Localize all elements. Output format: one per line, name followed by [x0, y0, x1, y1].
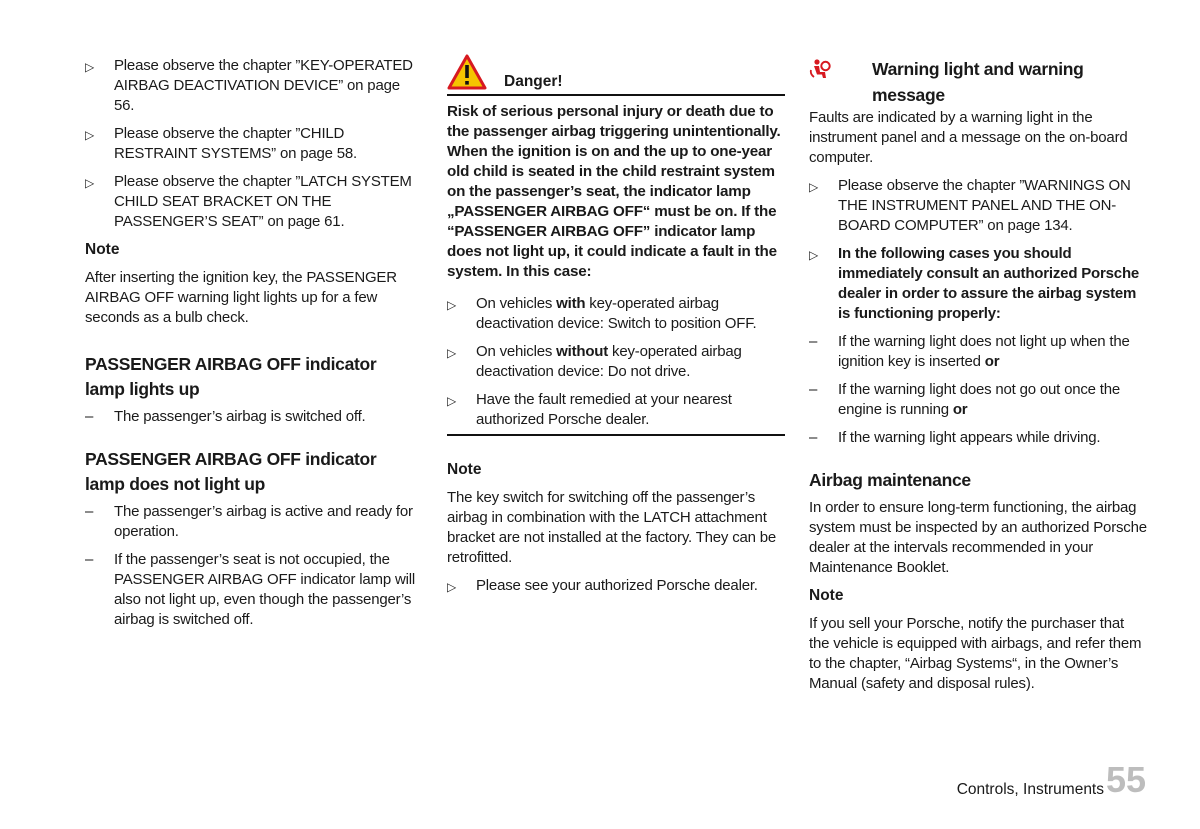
- list-item: ▷ On vehicles without key-operated airbag deactivation device: Do not drive.: [447, 343, 742, 380]
- warning-light-title: Warning light and warning message: [872, 59, 1084, 105]
- warning-light-header: [809, 56, 1147, 108]
- heading-airbag-maintenance: Airbag maintenance: [809, 470, 971, 490]
- triangle-bullet-icon: ▷: [447, 394, 457, 408]
- list-item: ▷ Please observe the chapter ”KEY-OPERATED AIRBAG DEACTIVATION DEVICE” on page 56.: [85, 57, 413, 114]
- dash-bullet: –: [85, 408, 94, 425]
- triangle-bullet-icon: ▷: [447, 580, 457, 594]
- list-item: – The passenger’s airbag is switched off.: [85, 408, 366, 425]
- note-text: The key switch for switching off the passenger’s airbag in combination with the LATCH attachment bracket are not installed at the factory. They can be retrofitted.: [447, 489, 777, 566]
- list-item: ▷ Please observe the chapter ”WARNINGS ON THE INSTRUMENT PANEL AND THE ON-BOARD COMPUTER” on page 134.: [809, 177, 1131, 234]
- warning-text: Faults are indicated by a warning light in the instrument panel and a message on the on-board computer.: [809, 109, 1128, 166]
- heading-lights-up: PASSENGER AIRBAG OFF indicator lamp lights up: [85, 354, 377, 399]
- danger-header: [447, 56, 785, 96]
- list-item: ▷ In the following cases you should immediately consult an authorized Porsche dealer in order to assure the airbag system is functioning properly:: [809, 245, 1140, 322]
- page-number: 55: [1106, 759, 1147, 800]
- dash-bullet: –: [809, 333, 818, 350]
- note-label: Note: [85, 241, 120, 258]
- list-item: ▷ Please see your authorized Porsche dealer.: [447, 576, 785, 596]
- warning-triangle-icon: [447, 54, 487, 90]
- triangle-bullet-icon: ▷: [85, 176, 95, 190]
- note-text: If you sell your Porsche, notify the purchaser that the vehicle is equipped with airbags, and refer them to the chapter, “Airbag Systems“, in the Owner’s Manual (safety and disposal rules).: [809, 615, 1142, 692]
- middle-column: [447, 56, 785, 604]
- heading-not-light-up: PASSENGER AIRBAG OFF indicator lamp does not light up: [85, 449, 377, 494]
- danger-label: Danger!: [504, 73, 563, 90]
- triangle-bullet-icon: ▷: [809, 248, 819, 262]
- dash-bullet: –: [809, 429, 818, 446]
- triangle-bullet-icon: ▷: [85, 60, 95, 74]
- list-item: ▷ On vehicles with key-operated airbag deactivation device: Switch to position OFF.: [447, 295, 757, 332]
- triangle-bullet-icon: ▷: [85, 128, 95, 142]
- note-text: After inserting the ignition key, the PASSENGER AIRBAG OFF warning light lights up for a few seconds as a bulb check.: [85, 269, 397, 326]
- list-item: – If the passenger’s seat is not occupied, the PASSENGER AIRBAG OFF indicator lamp will also not light up, even though the passenger’s airbag is switched off.: [85, 551, 415, 628]
- left-column: [85, 56, 420, 638]
- triangle-bullet-icon: ▷: [447, 298, 457, 312]
- note-label: Note: [809, 587, 844, 604]
- footer-section: Controls, Instruments: [956, 781, 1104, 798]
- list-item: ▷ Have the fault remedied at your nearest authorized Porsche dealer.: [447, 391, 732, 428]
- list-item: ▷ Please observe the chapter ”CHILD RESTRAINT SYSTEMS” on page 58.: [85, 125, 357, 162]
- triangle-bullet-icon: ▷: [809, 180, 819, 194]
- triangle-bullet-icon: ▷: [447, 346, 457, 360]
- list-item: – If the warning light appears while driving.: [809, 429, 1101, 446]
- right-column: [809, 56, 1147, 694]
- list-item: – If the warning light does not go out once the engine is running or: [809, 381, 1121, 418]
- dash-bullet: –: [85, 503, 94, 520]
- maintenance-text: In order to ensure long-term functioning, the airbag system must be inspected by an authorized Porsche dealer at the intervals recommended in your Maintenance Booklet.: [809, 499, 1147, 576]
- list-item: ▷ Please observe the chapter ”LATCH SYSTEM CHILD SEAT BRACKET ON THE PASSENGER’S SEAT” on page 61.: [85, 173, 412, 230]
- dash-bullet: –: [85, 551, 94, 568]
- danger-end-rule: [447, 434, 785, 436]
- dash-bullet: –: [809, 381, 818, 398]
- danger-text: Risk of serious personal injury or death due to the passenger airbag triggering unintentionally. When the ignition is on and the up to one-year old child is seated in the child restraint system on the passenger’s seat, the indicator lamp „PASSENGER AIRBAG OFF“ must be on. If the “PASSENGER AIRBAG OFF” indicator lamp does not light up, it could indicate a fault in the system. In this case:: [447, 103, 781, 280]
- note-label: Note: [447, 461, 482, 478]
- list-item: – The passenger’s airbag is active and ready for operation.: [85, 503, 413, 540]
- list-item: – If the warning light does not light up when the ignition key is inserted or: [809, 333, 1130, 370]
- airbag-warning-icon: [809, 58, 831, 80]
